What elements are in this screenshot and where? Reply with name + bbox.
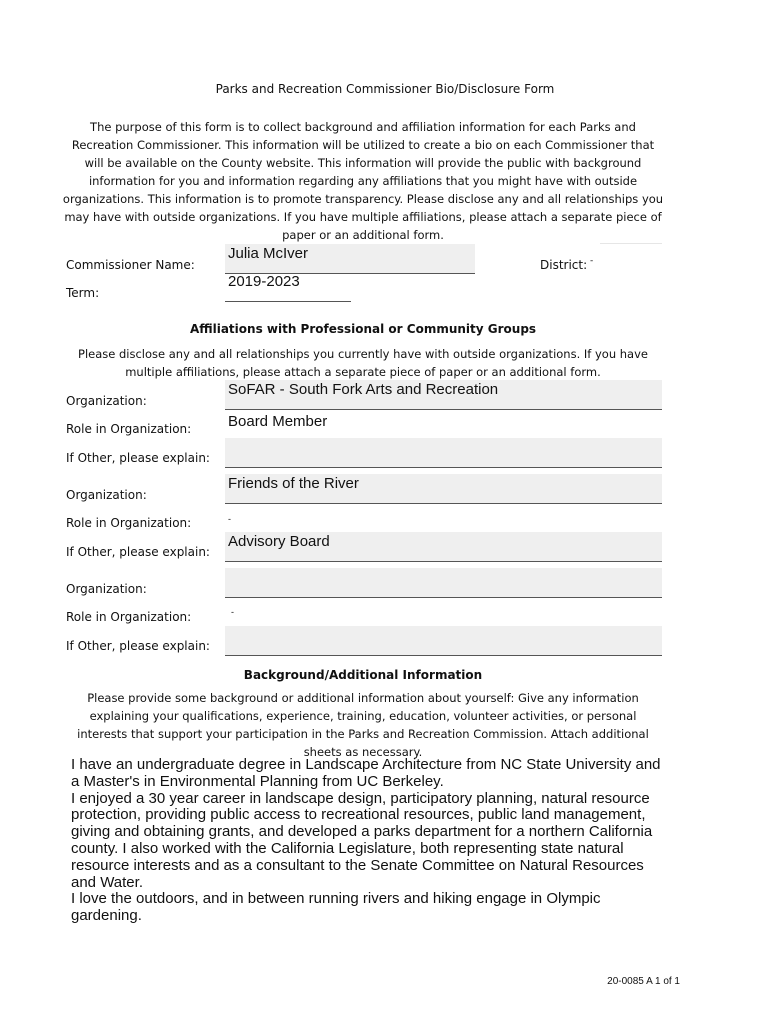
background-paragraph-2: I enjoyed a 30 year career in landscape design, participatory planning, natural resource protection, providing public access to recreational resources, public land management, giving and obtaining grants, and developed a parks department for a northern California county. I also worked with the California Legislature, both representing state natural resource interests and as a consultant to the Senate Committee on Natural Resources and Water. [71,789,653,891]
role-label-2: Role in Organization: [66,516,192,530]
background-paragraph-1: I have an undergraduate degree in Landscape Architecture from NC State University and a Master's in Environmental Planning from UC Berkeley. [71,756,661,790]
org-label-2: Organization: [66,488,147,502]
commissioner-name-label: Commissioner Name: [66,258,195,272]
other-field-1[interactable] [225,438,662,468]
intro-text: The purpose of this form is to collect background and affiliation information for each Parks and Recreation Commissioner. This information will be utilized to create a bio on each Commissioner that will be available on the County website. This information will provide the public with background information for you and information regarding any affiliations that you might have with outside organizations. This information is to promote transparency. Please disclose any and all relationships you may have with outside organizations. If you have multiple affiliations, please attach a separate piece of paper or an additional form. [62,120,664,242]
role-label-1: Role in Organization: [66,422,192,436]
organization-field-1[interactable]: SoFAR - South Fork Arts and Recreation [225,380,662,410]
background-instructions: Please provide some background or additional information about yourself: Give any information explaining your qualifications, experience, training, education, volunteer activities, or personal interests that support your participation in the Parks and Recreation Commission. Attach additional sheets as necessary. [77,691,649,759]
organization-field-3[interactable] [225,568,662,598]
other-label-1: If Other, please explain: [66,451,210,465]
org-label-3: Organization: [66,582,147,596]
other-field-3[interactable] [225,626,662,656]
other-field-2[interactable]: Advisory Board [225,532,662,562]
affiliations-heading: Affiliations with Professional or Community Groups [189,322,537,336]
other-label-2: If Other, please explain: [66,545,210,559]
form-title: Parks and Recreation Commissioner Bio/Disclosure Form [215,82,555,96]
role-field-1[interactable]: Board Member [225,412,351,439]
background-heading: Background/Additional Information [243,668,483,682]
role-field-2[interactable]: - [225,509,351,534]
affiliations-instructions: Please disclose any and all relationships you currently have with outside organizations. If you have multiple affiliations, please attach a separate piece of paper or an additional form. [78,347,648,379]
term-field[interactable]: 2019-2023 [225,272,351,302]
district-field[interactable]: - [590,256,594,266]
district-field-top [600,243,662,244]
district-label: District: [540,258,588,272]
organization-field-2[interactable]: Friends of the River [225,474,662,504]
commissioner-name-field[interactable]: Julia McIver [225,244,475,274]
role-label-3: Role in Organization: [66,610,192,624]
background-paragraph-3: I love the outdoors, and in between running rivers and hiking engage in Olympic gardening. [71,890,601,925]
term-label: Term: [66,286,100,300]
org-label-1: Organization: [66,394,147,408]
other-label-3: If Other, please explain: [66,639,210,653]
background-text-area[interactable] [71,757,671,925]
footer-code: 20-0085 A 1 of 1 [607,976,680,987]
role-field-3[interactable]: - [225,602,351,627]
